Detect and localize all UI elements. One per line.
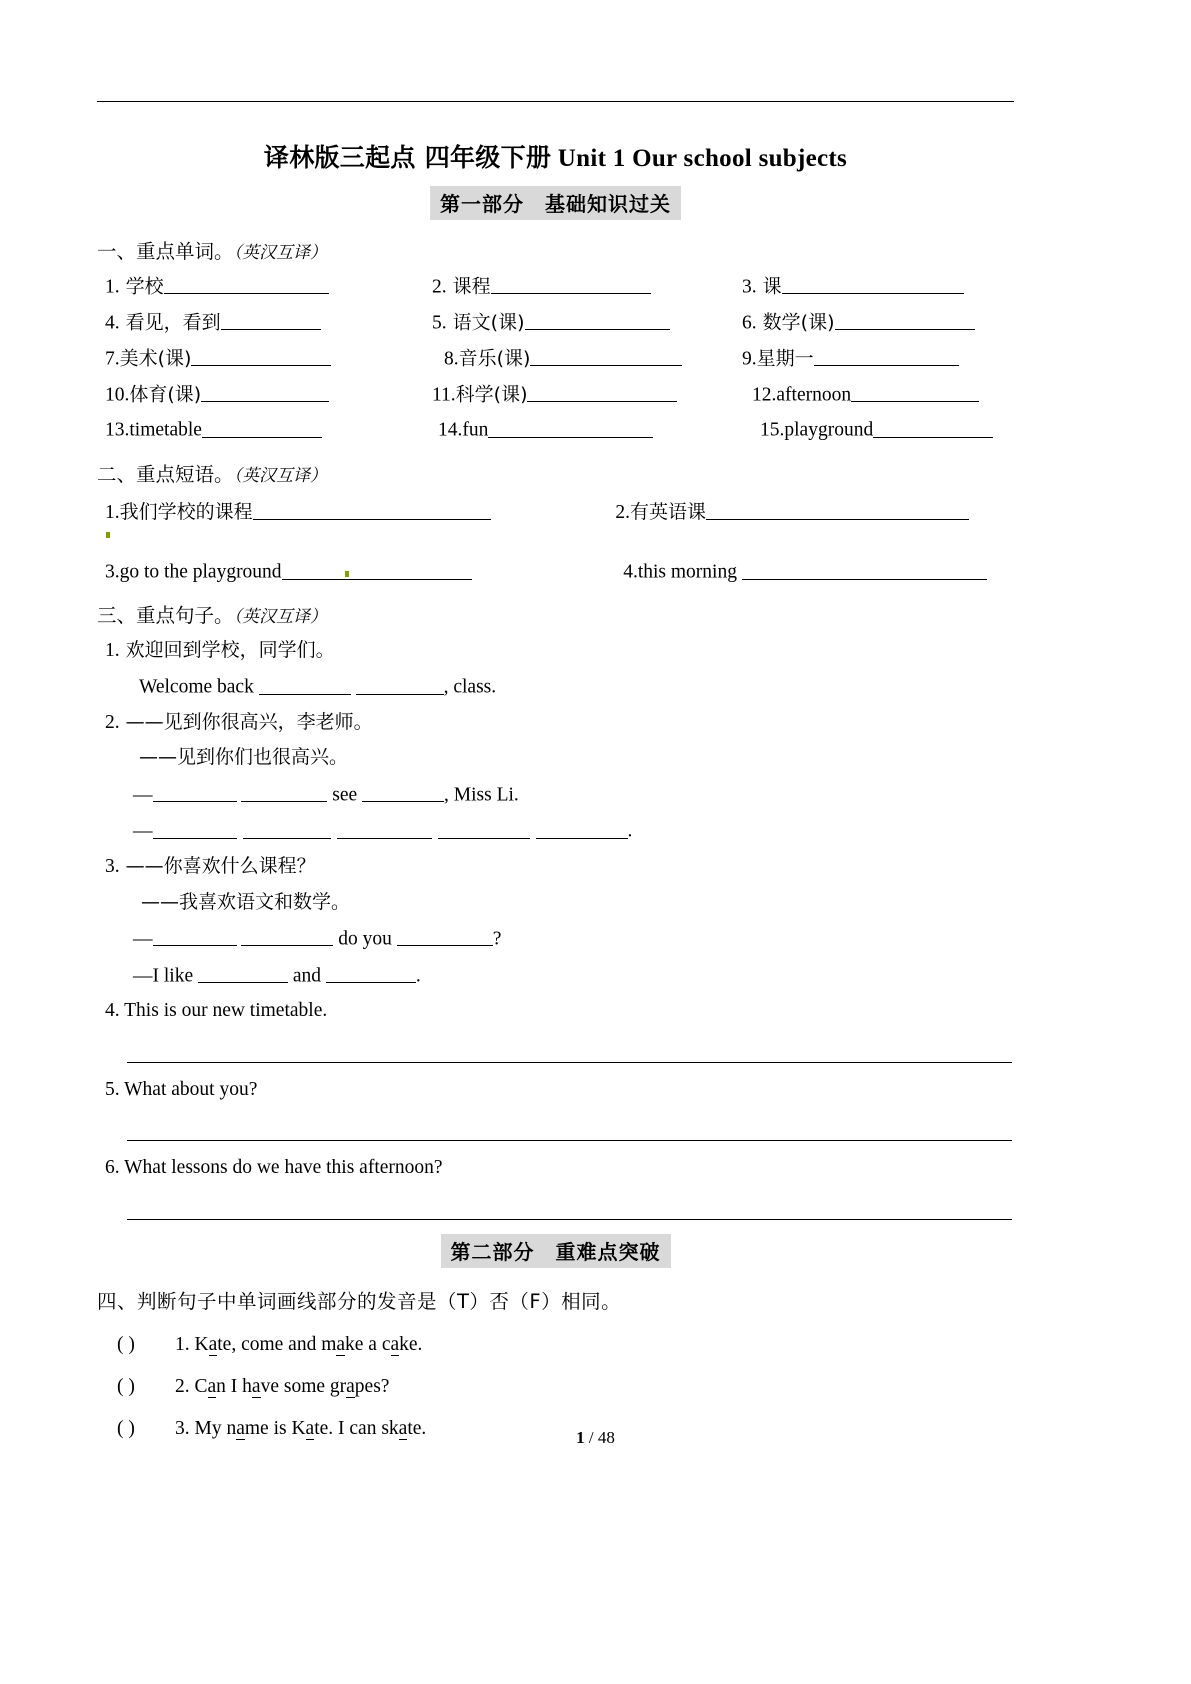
tf-answer-box-2[interactable]: ( ) — [117, 1375, 135, 1397]
tf-answer-box-1[interactable]: ( ) — [117, 1333, 135, 1355]
phrase-num-2: 2. — [615, 502, 630, 524]
word-item-9 — [742, 345, 1014, 372]
word-num-6: 6. — [742, 312, 757, 334]
sentence-item-3-prompt-b — [97, 890, 1014, 915]
word-blank-2[interactable] — [491, 273, 651, 294]
answer-blank-2b[interactable] — [241, 781, 327, 802]
phrase-row-1 — [97, 497, 1014, 524]
word-item-3 — [742, 273, 1014, 300]
word-blank-4[interactable] — [221, 309, 321, 330]
word-num-7: 7. — [105, 348, 120, 370]
word-blank-6[interactable] — [835, 309, 975, 330]
tf-question-2 — [97, 1376, 1014, 1398]
part2-banner-wrap — [97, 1234, 1014, 1268]
word-blank-5[interactable] — [525, 309, 670, 330]
section2-heading — [97, 459, 1014, 487]
word-term-15: playground — [784, 419, 874, 441]
word-blank-11[interactable] — [527, 381, 677, 402]
word-item-8 — [432, 345, 742, 372]
section3-heading — [97, 600, 1014, 628]
tf-text-1: Kate, come and make a cake. — [194, 1333, 423, 1355]
answer-blank-2g[interactable] — [438, 817, 530, 838]
phrase-term-1: 我们学校的课程 — [119, 501, 253, 524]
answer-text-2post: , Miss Li. — [444, 784, 519, 805]
answer-text-3doyou: do you — [333, 928, 397, 950]
word-num-15: 15. — [760, 419, 785, 441]
sentence-cn-1: 欢迎回到学校，同学们。 — [119, 638, 335, 661]
word-term-14: fun — [462, 419, 489, 441]
tf-text-3: My name is Kate. I can skate. — [194, 1417, 427, 1439]
sentence-item-1-prompt — [97, 638, 1014, 663]
tf-num-2: 2. — [175, 1375, 195, 1397]
answer-blank-3d[interactable] — [198, 962, 288, 983]
answer-dash-2b: — — [133, 820, 153, 842]
word-item-1 — [97, 273, 432, 300]
part1-banner: 第一部分 基础知识过关 — [430, 186, 681, 220]
word-num-9: 9. — [742, 348, 757, 370]
sentence-item-4-prompt — [97, 998, 1014, 1023]
word-term-1: 学校 — [119, 275, 164, 298]
word-num-14: 14. — [438, 419, 463, 441]
answer-blank-2e[interactable] — [243, 817, 331, 838]
tf-num-3: 3. — [175, 1417, 195, 1439]
word-num-11: 11. — [432, 384, 456, 405]
word-item-7 — [97, 345, 432, 372]
word-num-2: 2. — [432, 276, 447, 298]
section1-heading-paren: （英汉互译） — [233, 243, 328, 262]
section2-heading-text: 二、重点短语。 — [97, 463, 234, 487]
word-item-2 — [432, 273, 742, 300]
tf-answer-box-3[interactable]: ( ) — [117, 1417, 135, 1439]
word-blank-9[interactable] — [814, 345, 959, 366]
part2-banner: 第二部分 重难点突破 — [441, 1234, 671, 1268]
answer-dash-3a: — — [133, 928, 153, 950]
word-item-13 — [97, 416, 432, 443]
word-term-7: 美术(课) — [119, 347, 192, 370]
answer-line-5[interactable] — [127, 1140, 1012, 1141]
phrase-term-4: this morning — [637, 561, 742, 583]
word-item-11 — [432, 381, 742, 408]
word-item-5 — [432, 309, 742, 336]
word-item-15 — [742, 416, 1014, 443]
phrase-item-4 — [605, 558, 1014, 583]
sentence-item-3-answer-2 — [97, 962, 1014, 989]
answer-blank-3c[interactable] — [397, 925, 493, 946]
phrase-term-2: 有英语课 — [629, 501, 706, 524]
phrase-item-3 — [97, 558, 605, 583]
page-footer — [0, 1428, 1191, 1448]
sentence-cn-2b: ——见到你们也很高兴。 — [139, 746, 349, 769]
sentence-item-3-answer-1 — [97, 925, 1014, 952]
part1-banner-wrap — [97, 186, 1014, 220]
scan-artifact-2 — [345, 571, 349, 577]
word-blank-8[interactable] — [530, 345, 682, 366]
answer-blank-1a[interactable] — [259, 673, 351, 694]
section2-heading-paren: （英汉互译） — [233, 466, 328, 486]
word-row-5 — [97, 416, 1014, 443]
answer-text-3end: . — [415, 965, 421, 987]
word-blank-14[interactable] — [488, 416, 653, 437]
word-term-12: afternoon — [776, 384, 852, 405]
answer-blank-2c[interactable] — [362, 781, 444, 802]
sentence-item-2-answer-1 — [97, 781, 1014, 808]
answer-blank-2d[interactable] — [153, 817, 237, 838]
footer-page-number: 1 — [576, 1428, 585, 1447]
sentence-num-5: 5. — [105, 1078, 120, 1100]
phrase-blank-4[interactable] — [742, 558, 987, 579]
sentence-num-1: 1. — [105, 639, 120, 661]
word-item-14 — [432, 416, 742, 443]
sentence-num-6: 6. — [105, 1157, 120, 1179]
word-term-10: 体育(课) — [129, 383, 202, 405]
phrase-row-2 — [97, 558, 1014, 583]
sentence-item-2-answer-2 — [97, 817, 1014, 844]
word-blank-10[interactable] — [201, 381, 329, 402]
word-blank-3[interactable] — [782, 273, 964, 294]
scan-artifact-1 — [106, 532, 110, 538]
word-term-5: 语文(课) — [446, 311, 525, 334]
answer-text-1a: Welcome back — [139, 676, 259, 698]
phrase-num-3: 3. — [105, 561, 120, 583]
word-row-3 — [97, 345, 1014, 372]
page-title — [97, 0, 1014, 174]
word-term-11: 科学(课) — [455, 383, 528, 405]
sentence-cn-3a: ——你喜欢什么课程？ — [119, 855, 316, 878]
word-term-4: 看见，看到 — [119, 311, 221, 334]
word-num-4: 4. — [105, 312, 120, 334]
word-term-9: 星期一 — [756, 347, 814, 370]
answer-text-2see: see — [327, 784, 363, 805]
answer-line-4[interactable] — [127, 1062, 1012, 1063]
word-item-10 — [97, 381, 432, 408]
answer-text-3and: and — [287, 965, 326, 987]
word-blank-15[interactable] — [873, 416, 993, 437]
phrase-blank-1[interactable] — [253, 499, 491, 520]
page-title-cn: 译林版三起点 四年级下册 — [263, 143, 552, 172]
answer-blank-3e[interactable] — [326, 962, 416, 983]
section3-heading-paren: （英汉互译） — [233, 606, 328, 626]
tf-text-2: Can I have some grapes? — [194, 1375, 390, 1397]
sentence-num-4: 4. — [105, 1000, 120, 1022]
sentence-cn-3b: ——我喜欢语文和数学。 — [141, 890, 351, 913]
tf-question-1 — [97, 1334, 1014, 1356]
answer-blank-3a[interactable] — [153, 925, 237, 946]
section3-heading-text: 三、重点句子。 — [97, 603, 234, 627]
phrase-blank-2[interactable] — [706, 499, 969, 520]
sentence-en-5: What about you? — [119, 1078, 258, 1100]
footer-separator: / — [584, 1428, 598, 1447]
word-blank-1[interactable] — [164, 273, 329, 294]
answer-blank-1b[interactable] — [356, 673, 444, 694]
phrase-term-3: go to the playground — [119, 561, 282, 583]
phrase-item-2 — [615, 497, 1014, 524]
tf-num-1: 1. — [175, 1333, 195, 1355]
word-num-13: 13. — [105, 419, 130, 441]
answer-blank-3b[interactable] — [241, 925, 333, 946]
sentence-item-6-prompt — [97, 1155, 1014, 1180]
word-blank-13[interactable] — [202, 416, 322, 437]
sentence-item-5-prompt — [97, 1077, 1014, 1102]
word-item-6 — [742, 309, 1014, 336]
sentence-en-4: This is our new timetable. — [119, 1000, 328, 1022]
word-blank-12[interactable] — [851, 381, 979, 402]
sentence-cn-2a: ——见到你很高兴，李老师。 — [119, 710, 373, 733]
answer-text-3like: —I like — [133, 965, 198, 987]
word-num-1: 1. — [105, 276, 120, 298]
word-item-4 — [97, 309, 432, 336]
word-term-2: 课程 — [446, 275, 491, 298]
word-row-1 — [97, 273, 1014, 300]
section1-heading — [97, 236, 1014, 264]
section4-heading: 四、判断句子中单词画线部分的发音是（T）否（F）相同。 — [97, 1289, 622, 1313]
sentence-item-1-answer — [97, 673, 1014, 700]
answer-text-3post: ? — [492, 928, 502, 950]
answer-text-2end: . — [627, 820, 633, 842]
sentence-en-6: What lessons do we have this afternoon? — [119, 1157, 443, 1179]
page-content — [97, 0, 1014, 1440]
sentence-item-3-prompt-a — [97, 854, 1014, 879]
word-num-3: 3. — [742, 276, 757, 298]
phrase-gap — [97, 524, 1014, 542]
word-num-5: 5. — [432, 312, 447, 334]
answer-blank-2a[interactable] — [153, 781, 237, 802]
answer-line-6[interactable] — [127, 1219, 1012, 1220]
answer-blank-2h[interactable] — [536, 817, 628, 838]
sentence-num-2: 2. — [105, 711, 120, 733]
section1-heading-text: 一、重点单词。 — [97, 240, 234, 263]
footer-total-pages: 48 — [597, 1428, 615, 1447]
sentence-item-2-prompt-b — [97, 745, 1014, 770]
phrase-num-4: 4. — [623, 561, 638, 583]
word-row-2 — [97, 309, 1014, 336]
word-item-12 — [742, 381, 1014, 408]
phrase-blank-3[interactable] — [282, 558, 472, 579]
phrase-num-1: 1. — [105, 502, 120, 524]
word-num-12: 12. — [752, 384, 777, 405]
sentence-item-2-prompt-a — [97, 710, 1014, 735]
word-num-8: 8. — [444, 348, 459, 370]
page-title-en: Unit 1 Our school subjects — [557, 145, 848, 172]
word-row-4 — [97, 381, 1014, 408]
word-term-13: timetable — [129, 419, 202, 441]
phrase-item-1 — [97, 497, 615, 524]
answer-dash-2a: — — [133, 784, 153, 805]
answer-blank-2f[interactable] — [337, 817, 432, 838]
word-term-6: 数学(课) — [756, 311, 835, 334]
word-term-3: 课 — [756, 275, 782, 298]
answer-text-1c: , class. — [443, 676, 497, 698]
word-term-8: 音乐(课) — [458, 347, 531, 370]
sentence-num-3: 3. — [105, 856, 120, 878]
word-num-10: 10. — [105, 384, 130, 405]
word-blank-7[interactable] — [191, 345, 331, 366]
